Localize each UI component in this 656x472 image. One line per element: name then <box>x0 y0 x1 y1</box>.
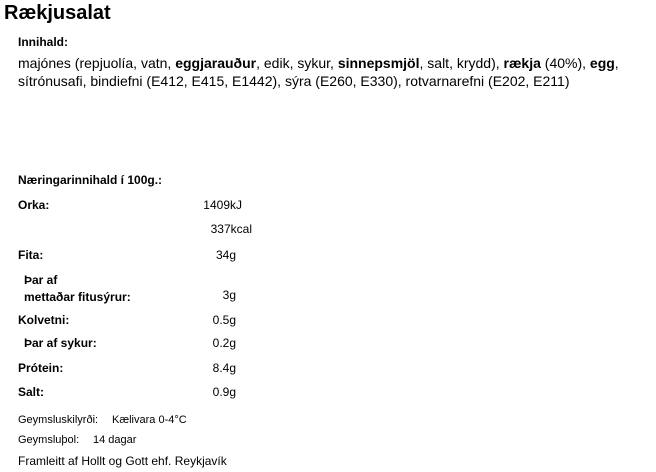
carbohydrate-value: 0.5g <box>212 313 236 327</box>
sugar-value: 0.2g <box>212 336 236 350</box>
ingredient-text: , salt, krydd), <box>419 55 504 71</box>
allergen-text: sinnepsmjöl <box>337 55 420 71</box>
nutrition-heading: Næringarinnihald í 100g.: <box>18 173 163 187</box>
protein-label: Prótein: <box>18 361 64 375</box>
product-title: Rækjusalat <box>4 2 111 24</box>
shelf-life-label: Geymsluþol: <box>18 434 80 446</box>
energy-kcal-value: 337kcal <box>210 222 252 236</box>
allergen-text: rækja <box>503 55 541 71</box>
salt-label: Salt: <box>18 385 45 399</box>
energy-kj-value: 1409kJ <box>203 198 242 212</box>
ingredient-text: , sítrónusafi, bindiefni (E412, E415, E1442), sýra (E260, E330), rotvarnarefni (E202, E211) <box>18 55 619 89</box>
energy-label: Orka: <box>18 198 50 212</box>
fat-label: Fita: <box>18 248 44 262</box>
storage-value: Kælivara 0-4°C <box>112 414 187 426</box>
shelf-life-value: 14 dagar <box>93 434 137 446</box>
carbohydrate-label: Kolvetni: <box>18 313 70 327</box>
saturated-label-line2: mettaðar fitusýrur: <box>24 290 131 304</box>
allergen-text: eggjarauður <box>175 55 257 71</box>
storage-label: Geymsluskilyrði: <box>18 414 99 426</box>
sugar-label: Þar af sykur: <box>24 336 97 350</box>
salt-value: 0.9g <box>212 385 236 399</box>
allergen-text: egg <box>589 55 615 71</box>
producer-text: Framleitt af Hollt og Gott ehf. Reykjavík <box>18 454 227 468</box>
ingredient-text: (40%), <box>540 55 590 71</box>
saturated-value: 3g <box>222 288 236 302</box>
ingredients-heading: Innihald: <box>18 35 68 49</box>
ingredient-text: majónes (repjuolía, vatn, <box>18 55 176 71</box>
protein-value: 8.4g <box>212 361 236 375</box>
saturated-label-line1: Þar af <box>24 273 58 287</box>
ingredients-text <box>18 54 654 90</box>
ingredient-text: , edik, sykur, <box>256 55 338 71</box>
fat-value: 34g <box>215 248 236 262</box>
